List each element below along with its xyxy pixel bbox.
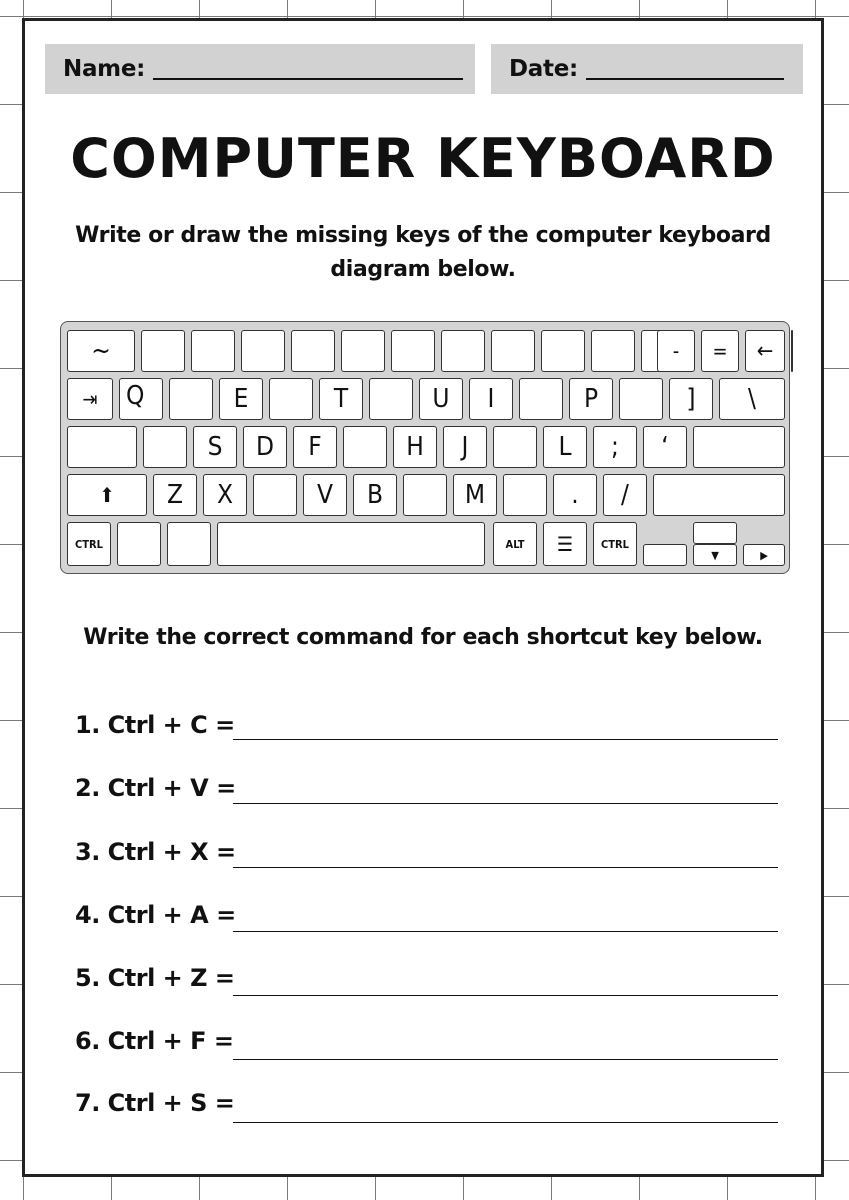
key[interactable] [403, 474, 447, 516]
shortcut-question: 6. Ctrl + F = [75, 1027, 234, 1055]
shortcut-question: 1. Ctrl + C = [75, 711, 235, 739]
answer-line[interactable] [233, 867, 778, 868]
right-shift-key[interactable] [653, 474, 785, 516]
key[interactable] [117, 522, 161, 566]
backspace-key[interactable]: ← [745, 330, 785, 372]
answer-line[interactable] [233, 931, 778, 932]
menu-key[interactable]: ☰ [543, 522, 587, 566]
key-e[interactable]: E [219, 378, 263, 420]
key-q[interactable]: Q [119, 378, 163, 420]
key-t[interactable]: T [319, 378, 363, 420]
key[interactable] [141, 330, 185, 372]
key-u[interactable]: U [419, 378, 463, 420]
key-p[interactable]: P [569, 378, 613, 420]
key-j[interactable]: J [443, 426, 487, 468]
key[interactable] [541, 330, 585, 372]
key[interactable] [369, 378, 413, 420]
key-s[interactable]: S [193, 426, 237, 468]
shortcut-instruction: Write the correct command for each shortcut key below. [83, 625, 763, 650]
key[interactable] [491, 330, 535, 372]
key-slash[interactable]: / [603, 474, 647, 516]
ctrl-key-right[interactable]: CTRL [593, 522, 637, 566]
tab-key[interactable]: ⇥ [67, 378, 113, 420]
key-l[interactable]: L [543, 426, 587, 468]
key[interactable] [143, 426, 187, 468]
key-period[interactable]: . [553, 474, 597, 516]
right-arrow-key[interactable]: ▶ [743, 544, 785, 566]
key-bracket[interactable]: ] [669, 378, 713, 420]
key[interactable] [503, 474, 547, 516]
key-equals[interactable]: = [701, 330, 739, 372]
key-i[interactable]: I [469, 378, 513, 420]
key-m[interactable]: M [453, 474, 497, 516]
key[interactable] [167, 522, 211, 566]
key-semicolon[interactable]: ; [593, 426, 637, 468]
date-line [586, 78, 784, 80]
key[interactable] [269, 378, 313, 420]
shift-key[interactable]: ⬆ [67, 474, 147, 516]
key[interactable]: ~ [67, 330, 135, 372]
shortcut-question: 5. Ctrl + Z = [75, 964, 235, 992]
name-label: Name: [63, 56, 146, 82]
date-field[interactable] [491, 44, 803, 94]
key[interactable] [241, 330, 285, 372]
key[interactable] [619, 378, 663, 420]
key-spacer [791, 330, 793, 372]
key[interactable] [591, 330, 635, 372]
key[interactable] [519, 378, 563, 420]
key[interactable] [169, 378, 213, 420]
key-minus[interactable]: - [657, 330, 695, 372]
shortcut-question: 3. Ctrl + X = [75, 838, 236, 866]
key[interactable] [343, 426, 387, 468]
worksheet-title: COMPUTER KEYBOARD [70, 127, 776, 190]
enter-key[interactable] [693, 426, 785, 468]
key-quote[interactable]: ‘ [643, 426, 687, 468]
shortcut-question: 7. Ctrl + S = [75, 1089, 235, 1117]
answer-line[interactable] [233, 1122, 778, 1123]
spacebar[interactable] [217, 522, 485, 566]
key[interactable] [493, 426, 537, 468]
worksheet [22, 18, 824, 1177]
key-d[interactable]: D [243, 426, 287, 468]
key-backslash[interactable]: \ [719, 378, 785, 420]
key[interactable] [391, 330, 435, 372]
key[interactable] [441, 330, 485, 372]
key[interactable] [191, 330, 235, 372]
instruction-text: Write or draw the missing keys of the computer keyboard diagram below. [75, 223, 771, 282]
answer-line[interactable] [233, 995, 778, 996]
keyboard-diagram [60, 321, 790, 574]
answer-line[interactable] [233, 739, 778, 740]
key[interactable] [253, 474, 297, 516]
down-arrow-key[interactable]: ▼ [693, 544, 737, 566]
key-x[interactable]: X [203, 474, 247, 516]
key[interactable] [341, 330, 385, 372]
caps-key[interactable] [67, 426, 137, 468]
answer-line[interactable] [233, 1059, 778, 1060]
key-v[interactable]: V [303, 474, 347, 516]
alt-key[interactable]: ALT [493, 522, 537, 566]
shortcut-question: 4. Ctrl + A = [75, 901, 236, 929]
key[interactable] [291, 330, 335, 372]
key-b[interactable]: B [353, 474, 397, 516]
key-h[interactable]: H [393, 426, 437, 468]
name-line [153, 78, 463, 80]
key-z[interactable]: Z [153, 474, 197, 516]
name-field[interactable] [45, 44, 475, 94]
up-arrow-key[interactable] [693, 522, 737, 544]
left-arrow-key[interactable] [643, 544, 687, 566]
answer-line[interactable] [233, 803, 778, 804]
ctrl-key-left[interactable]: CTRL [67, 522, 111, 566]
key-f[interactable]: F [293, 426, 337, 468]
date-label: Date: [509, 56, 578, 82]
shortcut-question: 2. Ctrl + V = [75, 774, 236, 802]
